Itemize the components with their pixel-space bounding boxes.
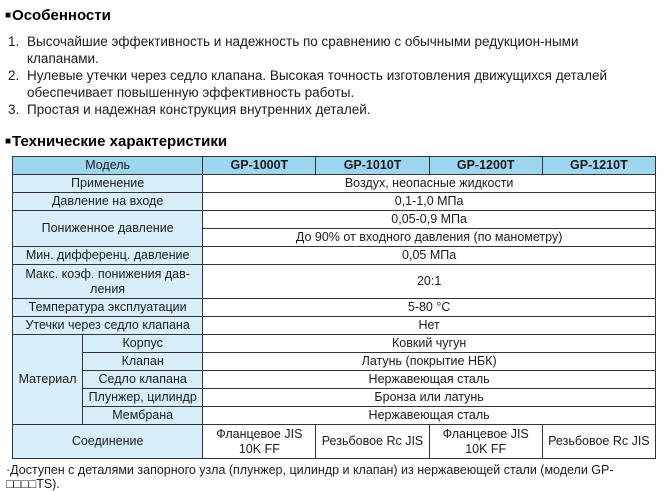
feature-line: Нулевые утечки через седло клапана. Высокая точность изготовления движущихся деталей (27, 68, 608, 83)
feature-item (8, 67, 663, 101)
features-title-text: Особенности (12, 7, 111, 24)
table-header-row (13, 157, 656, 175)
spec-value-cell: 5-80 °C (203, 299, 656, 317)
specs-table (12, 156, 656, 459)
spec-value-cell: Ковкий чугун (203, 335, 656, 353)
feature-line: Простая и надежная конструкция внутренних деталей. (27, 102, 371, 117)
spec-value-cell: Бронза или латунь (203, 389, 656, 407)
spec-row-inlet-pressure (13, 193, 656, 211)
spec-row-application (13, 175, 656, 193)
feature-text (27, 33, 579, 67)
spec-value-cell: Нержавеющая сталь (203, 407, 656, 425)
material-group-cell: Материал (13, 335, 83, 425)
square-bullet-icon: ■ (5, 135, 12, 147)
spec-label-cell: Применение (13, 175, 203, 193)
spec-row-connection (13, 425, 656, 459)
feature-item (8, 33, 663, 67)
spec-row-max-reduction-ratio (13, 265, 656, 299)
spec-row-material-body (13, 335, 656, 353)
spec-label-cell: Давление на входе (13, 193, 203, 211)
spec-value-cell: Фланцевое JIS 10K FF (429, 425, 542, 459)
spec-label-cell: Соединение (13, 425, 203, 459)
spec-sublabel-cell: Седло клапана (83, 371, 203, 389)
spec-value-cell: Резьбовое Rc JIS (316, 425, 429, 459)
spec-value-cell: Нержавеющая сталь (203, 371, 656, 389)
spec-sublabel-cell: Клапан (83, 353, 203, 371)
specs-section-title (5, 133, 663, 150)
feature-line: обеспечивает повышенную эффективность работы. (27, 85, 355, 100)
spec-value-cell: 0,1-1,0 МПа (203, 193, 656, 211)
spec-label-cell: Утечки через седло клапана (13, 317, 203, 335)
spec-sublabel-cell: Корпус (83, 335, 203, 353)
spec-value-cell: Латунь (покрытие НБК) (203, 353, 656, 371)
feature-number: 1. (8, 34, 20, 49)
spec-value-cell: Фланцевое JIS 10K FF (203, 425, 316, 459)
features-section-title (5, 7, 663, 24)
feature-item (8, 101, 663, 118)
spec-value-cell: Воздух, неопасные жидкости (203, 175, 656, 193)
spec-value-cell: Нет (203, 317, 656, 335)
spec-row-material-membrane (13, 407, 656, 425)
model-name-cell: GP-1010T (316, 157, 429, 175)
feature-line: Высочайшие эффективность и надежность по сравнению с обычными редукцион-ными (27, 34, 579, 49)
spec-row-operating-temp (13, 299, 656, 317)
spec-sublabel-cell: Мембрана (83, 407, 203, 425)
model-name-cell: GP-1210T (542, 157, 655, 175)
spec-sublabel-cell: Плунжер, цилиндр (83, 389, 203, 407)
feature-text (27, 67, 607, 101)
specs-title-text: Технические характеристики (12, 133, 228, 150)
spec-label-cell: Температура эксплуатации (13, 299, 203, 317)
spec-row-material-valve (13, 353, 656, 371)
square-bullet-icon: ■ (5, 9, 12, 21)
spec-label-cell: Макс. коэф. понижения дав-ления (13, 265, 203, 299)
feature-text (27, 101, 371, 118)
spec-value-cell: 20:1 (203, 265, 656, 299)
spec-value-cell: До 90% от входного давления (по манометру) (203, 229, 656, 247)
model-name-cell: GP-1200T (429, 157, 542, 175)
spec-label-cell: Пониженное давление (13, 211, 203, 247)
spec-label-cell: Мин. дифференц. давление (13, 247, 203, 265)
spec-value-cell: Резьбовое Rc JIS (542, 425, 655, 459)
spec-value-cell: 0,05 МПа (203, 247, 656, 265)
spec-row-reduced-pressure (13, 211, 656, 229)
features-list (8, 33, 663, 118)
feature-line: клапанами. (27, 51, 99, 66)
spec-row-material-seat (13, 371, 656, 389)
feature-number: 3. (8, 102, 20, 117)
model-header-cell: Модель (13, 157, 203, 175)
spec-value-cell: 0,05-0,9 МПа (203, 211, 656, 229)
model-name-cell: GP-1000T (203, 157, 316, 175)
table-footnote: ·Доступен с деталями запорного узла (плунжер, цилиндр и клапан) из нержавеющей стали (модели GP-□□□□TS). (6, 463, 614, 491)
spec-row-min-diff-pressure (13, 247, 656, 265)
spec-row-material-plunger (13, 389, 656, 407)
spec-row-seat-leakage (13, 317, 656, 335)
feature-number: 2. (8, 68, 20, 83)
